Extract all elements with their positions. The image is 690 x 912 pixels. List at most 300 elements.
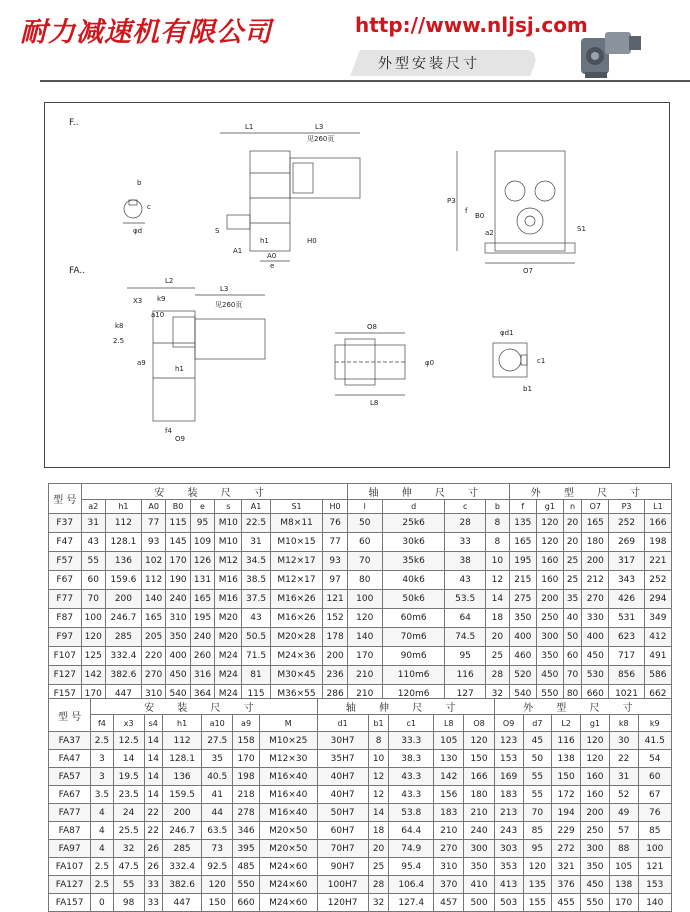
value-cell: 100 bbox=[81, 609, 105, 628]
model-cell: FA77 bbox=[49, 804, 91, 822]
svg-text:S: S bbox=[215, 227, 220, 235]
svg-text:2.5: 2.5 bbox=[113, 337, 125, 345]
value-cell: 43.3 bbox=[389, 786, 434, 804]
column-header: k8 bbox=[609, 715, 638, 732]
svg-text:L1: L1 bbox=[245, 123, 254, 131]
value-cell: 41.5 bbox=[638, 732, 671, 750]
gear-motor-image bbox=[575, 22, 645, 84]
value-cell: 50H7 bbox=[317, 804, 368, 822]
svg-text:e: e bbox=[270, 262, 275, 270]
value-cell: 38.3 bbox=[389, 750, 434, 768]
value-cell: M10×25 bbox=[259, 732, 317, 750]
column-header: k9 bbox=[638, 715, 671, 732]
value-cell: 40k6 bbox=[382, 571, 445, 590]
value-cell: 40 bbox=[563, 609, 581, 628]
website-url[interactable]: http://www.nljsj.com bbox=[355, 13, 588, 37]
value-cell: 22 bbox=[609, 750, 638, 768]
model-cell: F157 bbox=[49, 685, 82, 704]
value-cell: 450 bbox=[582, 647, 609, 666]
value-cell: 77 bbox=[323, 533, 347, 552]
value-cell: 455 bbox=[552, 894, 581, 912]
value-cell: M16 bbox=[215, 571, 242, 590]
svg-text:c1: c1 bbox=[537, 357, 546, 365]
svg-text:L3: L3 bbox=[315, 123, 324, 131]
value-cell: 71.5 bbox=[242, 647, 270, 666]
value-cell: M24×60 bbox=[259, 858, 317, 876]
value-cell: 105 bbox=[434, 732, 464, 750]
model-cell: F127 bbox=[49, 666, 82, 685]
value-cell: 55 bbox=[81, 552, 105, 571]
column-header: L8 bbox=[434, 715, 464, 732]
value-cell: 150 bbox=[464, 750, 494, 768]
value-cell: 27.5 bbox=[202, 732, 233, 750]
value-cell: 160 bbox=[581, 768, 610, 786]
value-cell: 158 bbox=[233, 732, 260, 750]
value-cell: 8 bbox=[368, 732, 389, 750]
fa-keyway-detail bbox=[493, 329, 545, 393]
value-cell: 382.6 bbox=[162, 876, 201, 894]
value-cell: 25 bbox=[563, 552, 581, 571]
value-cell: 70 bbox=[347, 552, 382, 571]
value-cell: 26 bbox=[144, 858, 162, 876]
section-title: 外型安装尺寸 bbox=[378, 56, 480, 72]
company-name: 耐力减速机有限公司 bbox=[20, 17, 272, 48]
value-cell: 540 bbox=[166, 685, 190, 704]
svg-text:A1: A1 bbox=[233, 247, 243, 255]
value-cell: 3 bbox=[91, 750, 114, 768]
value-cell: 450 bbox=[166, 666, 190, 685]
value-cell: 120 bbox=[464, 732, 494, 750]
svg-text:O8: O8 bbox=[367, 323, 377, 331]
value-cell: 382.6 bbox=[105, 666, 141, 685]
value-cell: M24 bbox=[215, 685, 242, 704]
value-cell: 160 bbox=[536, 552, 563, 571]
value-cell: 270 bbox=[582, 590, 609, 609]
value-cell: 662 bbox=[644, 685, 671, 704]
value-cell: 286 bbox=[323, 685, 347, 704]
value-cell: 520 bbox=[509, 666, 536, 685]
svg-text:b: b bbox=[137, 179, 142, 187]
value-cell: 25 bbox=[563, 571, 581, 590]
value-cell: 540 bbox=[509, 685, 536, 704]
value-cell: 310 bbox=[166, 609, 190, 628]
value-cell: M30×45 bbox=[270, 666, 323, 685]
column-header: f bbox=[509, 500, 536, 514]
svg-text:h1: h1 bbox=[260, 237, 269, 245]
value-cell: 25 bbox=[368, 858, 389, 876]
value-cell: 110m6 bbox=[382, 666, 445, 685]
value-cell: 131 bbox=[190, 571, 214, 590]
value-cell: 856 bbox=[609, 666, 644, 685]
value-cell: M20 bbox=[215, 628, 242, 647]
value-cell: 60m6 bbox=[382, 609, 445, 628]
value-cell: 12.5 bbox=[113, 732, 144, 750]
value-cell: 14 bbox=[485, 590, 509, 609]
value-cell: 210 bbox=[347, 666, 382, 685]
value-cell: 95 bbox=[190, 514, 214, 533]
svg-text:O9: O9 bbox=[175, 435, 185, 443]
value-cell: 20 bbox=[485, 628, 509, 647]
model-cell: FA57 bbox=[49, 768, 91, 786]
technical-drawing bbox=[44, 102, 670, 468]
value-cell: 300 bbox=[581, 840, 610, 858]
value-cell: 73 bbox=[202, 840, 233, 858]
svg-text:k9: k9 bbox=[157, 295, 166, 303]
f-series-label: F.. bbox=[69, 118, 79, 128]
column-header: f4 bbox=[91, 715, 114, 732]
column-header: O8 bbox=[464, 715, 494, 732]
value-cell: 22.5 bbox=[242, 514, 270, 533]
value-cell: 350 bbox=[464, 858, 494, 876]
value-cell: 41 bbox=[202, 786, 233, 804]
value-cell: M16 bbox=[215, 590, 242, 609]
value-cell: 270 bbox=[434, 840, 464, 858]
value-cell: 95 bbox=[445, 647, 485, 666]
value-cell: 116 bbox=[552, 732, 581, 750]
value-cell: 4 bbox=[91, 840, 114, 858]
value-cell: 70 bbox=[81, 590, 105, 609]
value-cell: 183 bbox=[494, 786, 523, 804]
value-cell: 32 bbox=[113, 840, 144, 858]
value-cell: 400 bbox=[509, 628, 536, 647]
value-cell: 272 bbox=[552, 840, 581, 858]
svg-text:a9: a9 bbox=[137, 359, 146, 367]
value-cell: 213 bbox=[494, 804, 523, 822]
value-cell: 500 bbox=[464, 894, 494, 912]
column-header: L2 bbox=[552, 715, 581, 732]
value-cell: 353 bbox=[494, 858, 523, 876]
value-cell: 34.5 bbox=[242, 552, 270, 571]
value-cell: 0 bbox=[91, 894, 114, 912]
value-cell: 586 bbox=[644, 666, 671, 685]
value-cell: 159.5 bbox=[162, 786, 201, 804]
column-header: l bbox=[347, 500, 382, 514]
value-cell: 269 bbox=[609, 533, 644, 552]
value-cell: 33 bbox=[144, 876, 162, 894]
value-cell: M24 bbox=[215, 647, 242, 666]
value-cell: 150 bbox=[552, 768, 581, 786]
value-cell: 70H7 bbox=[317, 840, 368, 858]
svg-text:S1: S1 bbox=[577, 225, 586, 233]
value-cell: 450 bbox=[581, 876, 610, 894]
value-cell: 43 bbox=[242, 609, 270, 628]
value-cell: M16×40 bbox=[259, 768, 317, 786]
svg-text:见260页: 见260页 bbox=[307, 135, 335, 143]
value-cell: 45 bbox=[523, 732, 552, 750]
value-cell: 74.9 bbox=[389, 840, 434, 858]
table-row bbox=[49, 840, 672, 858]
value-cell: 346 bbox=[233, 822, 260, 840]
value-cell: 412 bbox=[644, 628, 671, 647]
value-cell: 210 bbox=[434, 822, 464, 840]
value-cell: 303 bbox=[494, 840, 523, 858]
value-cell: M16×40 bbox=[259, 786, 317, 804]
value-cell: 183 bbox=[434, 804, 464, 822]
column-header: b bbox=[485, 500, 509, 514]
value-cell: 3 bbox=[91, 768, 114, 786]
value-cell: 190 bbox=[166, 571, 190, 590]
value-cell: 285 bbox=[105, 628, 141, 647]
value-cell: 112 bbox=[105, 514, 141, 533]
value-cell: M12×17 bbox=[270, 571, 323, 590]
value-cell: 100 bbox=[638, 840, 671, 858]
value-cell: 660 bbox=[582, 685, 609, 704]
value-cell: 14 bbox=[144, 732, 162, 750]
value-cell: 136 bbox=[105, 552, 141, 571]
model-header: 型 号 bbox=[49, 484, 82, 514]
value-cell: 28 bbox=[368, 876, 389, 894]
value-cell: 450 bbox=[536, 666, 563, 685]
f-front-view bbox=[447, 151, 586, 275]
value-cell: 195 bbox=[509, 552, 536, 571]
model-cell: F67 bbox=[49, 571, 82, 590]
value-cell: 1021 bbox=[609, 685, 644, 704]
model-cell: F47 bbox=[49, 533, 82, 552]
svg-text:见260页: 见260页 bbox=[215, 301, 243, 309]
value-cell: 194 bbox=[552, 804, 581, 822]
value-cell: 169 bbox=[494, 768, 523, 786]
value-cell: 38 bbox=[445, 552, 485, 571]
value-cell: 531 bbox=[609, 609, 644, 628]
value-cell: 153 bbox=[494, 750, 523, 768]
value-cell: 120 bbox=[581, 750, 610, 768]
value-cell: 198 bbox=[644, 533, 671, 552]
column-header: L1 bbox=[644, 500, 671, 514]
value-cell: 120 bbox=[81, 628, 105, 647]
value-cell: 120 bbox=[347, 609, 382, 628]
value-cell: 200 bbox=[582, 552, 609, 571]
value-cell: 126 bbox=[190, 552, 214, 571]
value-cell: 240 bbox=[190, 628, 214, 647]
value-cell: 370 bbox=[434, 876, 464, 894]
value-cell: 64 bbox=[445, 609, 485, 628]
value-cell: 400 bbox=[582, 628, 609, 647]
column-header: e bbox=[190, 500, 214, 514]
f-series-dimensions-table bbox=[48, 483, 672, 704]
svg-text:f: f bbox=[465, 207, 468, 215]
value-cell: 22 bbox=[144, 804, 162, 822]
value-cell: 246.7 bbox=[162, 822, 201, 840]
value-cell: 350 bbox=[536, 647, 563, 666]
value-cell: 12 bbox=[368, 786, 389, 804]
value-cell: 67 bbox=[638, 786, 671, 804]
value-cell: 550 bbox=[581, 894, 610, 912]
value-cell: 285 bbox=[162, 840, 201, 858]
value-cell: 252 bbox=[609, 514, 644, 533]
value-cell: 550 bbox=[233, 876, 260, 894]
value-cell: 127.4 bbox=[389, 894, 434, 912]
table-row bbox=[49, 533, 672, 552]
svg-text:a2: a2 bbox=[485, 229, 494, 237]
value-cell: 135 bbox=[523, 876, 552, 894]
column-header: d bbox=[382, 500, 445, 514]
value-cell: 172 bbox=[552, 786, 581, 804]
table-row bbox=[49, 732, 672, 750]
value-cell: M12×17 bbox=[270, 552, 323, 571]
value-cell: 20 bbox=[563, 514, 581, 533]
value-cell: 127 bbox=[445, 685, 485, 704]
value-cell: 60 bbox=[347, 533, 382, 552]
value-cell: 70 bbox=[523, 804, 552, 822]
value-cell: 170 bbox=[347, 647, 382, 666]
value-cell: 316 bbox=[190, 666, 214, 685]
value-cell: 40.5 bbox=[202, 768, 233, 786]
value-cell: 275 bbox=[509, 590, 536, 609]
value-cell: 60 bbox=[81, 571, 105, 590]
value-cell: M8×11 bbox=[270, 514, 323, 533]
table-row bbox=[49, 786, 672, 804]
value-cell: 343 bbox=[609, 571, 644, 590]
svg-text:L2: L2 bbox=[165, 277, 174, 285]
column-header: a10 bbox=[202, 715, 233, 732]
value-cell: 50 bbox=[347, 514, 382, 533]
value-cell: 31 bbox=[242, 533, 270, 552]
value-cell: 229 bbox=[552, 822, 581, 840]
value-cell: 100H7 bbox=[317, 876, 368, 894]
outline-group-header: 外 型 尺 寸 bbox=[509, 484, 671, 500]
column-header: O7 bbox=[582, 500, 609, 514]
value-cell: 30H7 bbox=[317, 732, 368, 750]
f-shaft-detail bbox=[123, 179, 151, 235]
value-cell: 332.4 bbox=[162, 858, 201, 876]
value-cell: 136 bbox=[162, 768, 201, 786]
value-cell: 220 bbox=[141, 647, 165, 666]
table-row bbox=[49, 552, 672, 571]
table-row bbox=[49, 590, 672, 609]
value-cell: 115 bbox=[242, 685, 270, 704]
column-header: s bbox=[215, 500, 242, 514]
value-cell: M16×40 bbox=[259, 804, 317, 822]
value-cell: 376 bbox=[552, 876, 581, 894]
value-cell: 53.5 bbox=[445, 590, 485, 609]
column-header: c bbox=[445, 500, 485, 514]
value-cell: 120H7 bbox=[317, 894, 368, 912]
value-cell: 140 bbox=[141, 590, 165, 609]
svg-text:L3: L3 bbox=[220, 285, 229, 293]
value-cell: 350 bbox=[166, 628, 190, 647]
value-cell: 135 bbox=[509, 514, 536, 533]
model-header: 型 号 bbox=[49, 699, 91, 732]
svg-text:φ0: φ0 bbox=[425, 359, 435, 367]
value-cell: 47.5 bbox=[113, 858, 144, 876]
value-cell: 95 bbox=[523, 840, 552, 858]
value-cell: 14 bbox=[144, 750, 162, 768]
value-cell: 198 bbox=[233, 768, 260, 786]
value-cell: 152 bbox=[323, 609, 347, 628]
value-cell: 426 bbox=[609, 590, 644, 609]
value-cell: 142 bbox=[81, 666, 105, 685]
value-cell: 30 bbox=[609, 732, 638, 750]
column-header: x3 bbox=[113, 715, 144, 732]
model-cell: FA47 bbox=[49, 750, 91, 768]
value-cell: M20×50 bbox=[259, 822, 317, 840]
value-cell: M20×50 bbox=[259, 840, 317, 858]
value-cell: 40H7 bbox=[317, 768, 368, 786]
model-cell: F97 bbox=[49, 628, 82, 647]
value-cell: 24 bbox=[113, 804, 144, 822]
value-cell: 447 bbox=[162, 894, 201, 912]
column-header: c1 bbox=[389, 715, 434, 732]
value-cell: 210 bbox=[347, 685, 382, 704]
table-row bbox=[49, 628, 672, 647]
value-cell: 70m6 bbox=[382, 628, 445, 647]
value-cell: 120 bbox=[202, 876, 233, 894]
fa-series-label: FA.. bbox=[69, 266, 86, 276]
value-cell: 150 bbox=[202, 894, 233, 912]
value-cell: 28 bbox=[485, 666, 509, 685]
value-cell: 12 bbox=[368, 768, 389, 786]
value-cell: 40H7 bbox=[317, 786, 368, 804]
value-cell: 50k6 bbox=[382, 590, 445, 609]
value-cell: 97 bbox=[323, 571, 347, 590]
value-cell: 165 bbox=[582, 514, 609, 533]
svg-text:A0: A0 bbox=[267, 252, 277, 260]
value-cell: 200 bbox=[162, 804, 201, 822]
column-header: P3 bbox=[609, 500, 644, 514]
value-cell: 121 bbox=[323, 590, 347, 609]
value-cell: 112 bbox=[141, 571, 165, 590]
value-cell: 310 bbox=[434, 858, 464, 876]
value-cell: 32 bbox=[485, 685, 509, 704]
value-cell: 98 bbox=[113, 894, 144, 912]
value-cell: 85 bbox=[523, 822, 552, 840]
value-cell: 53.8 bbox=[389, 804, 434, 822]
fa-series-dimensions-table bbox=[48, 698, 672, 912]
value-cell: 138 bbox=[609, 876, 638, 894]
value-cell: 77 bbox=[141, 514, 165, 533]
model-cell: FA107 bbox=[49, 858, 91, 876]
value-cell: 155 bbox=[523, 894, 552, 912]
value-cell: 8 bbox=[485, 533, 509, 552]
column-header: a2 bbox=[81, 500, 105, 514]
svg-text:P3: P3 bbox=[447, 197, 456, 205]
value-cell: 170 bbox=[233, 750, 260, 768]
table-row bbox=[49, 822, 672, 840]
value-cell: 212 bbox=[582, 571, 609, 590]
value-cell: 55 bbox=[523, 786, 552, 804]
value-cell: 166 bbox=[464, 768, 494, 786]
value-cell: 180 bbox=[582, 533, 609, 552]
value-cell: 31 bbox=[81, 514, 105, 533]
value-cell: 25k6 bbox=[382, 514, 445, 533]
value-cell: 550 bbox=[536, 685, 563, 704]
value-cell: M24×60 bbox=[259, 876, 317, 894]
table-row bbox=[49, 666, 672, 685]
value-cell: 76 bbox=[323, 514, 347, 533]
column-header: g1 bbox=[581, 715, 610, 732]
value-cell: 165 bbox=[509, 533, 536, 552]
value-cell: 80 bbox=[563, 685, 581, 704]
value-cell: 457 bbox=[434, 894, 464, 912]
value-cell: 55 bbox=[523, 768, 552, 786]
value-cell: 120 bbox=[523, 858, 552, 876]
value-cell: 121 bbox=[638, 858, 671, 876]
value-cell: 33 bbox=[445, 533, 485, 552]
table-row bbox=[49, 768, 672, 786]
value-cell: 210 bbox=[464, 804, 494, 822]
shaft-group-header: 轴 伸 尺 寸 bbox=[347, 484, 509, 500]
value-cell: 120m6 bbox=[382, 685, 445, 704]
model-cell: FA127 bbox=[49, 876, 91, 894]
value-cell: M10 bbox=[215, 533, 242, 552]
value-cell: 250 bbox=[536, 609, 563, 628]
value-cell: 35 bbox=[563, 590, 581, 609]
value-cell: 138 bbox=[552, 750, 581, 768]
model-cell: FA37 bbox=[49, 732, 91, 750]
value-cell: 33.3 bbox=[389, 732, 434, 750]
value-cell: 252 bbox=[644, 571, 671, 590]
value-cell: 93 bbox=[323, 552, 347, 571]
